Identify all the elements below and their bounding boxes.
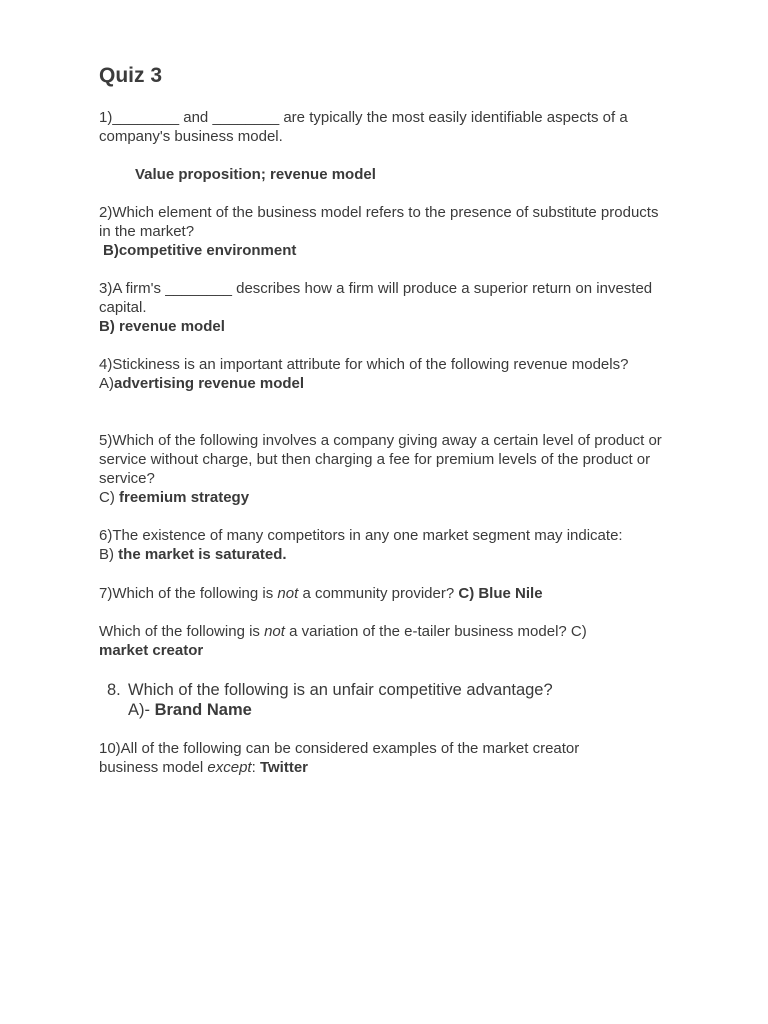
answer-6-prefix: B) (99, 546, 119, 563)
question-7-emphasis: not (277, 585, 299, 602)
question-2-text: 2)Which element of the business model refers to the presence of substitute products in the market? (99, 204, 659, 240)
question-1: 1)________ and ________ are typically the most easily identifiable aspects of a company's business model. (99, 109, 628, 145)
answer-etailer: market creator (99, 642, 204, 659)
question-etailer-emphasis: not (264, 623, 285, 640)
answer-5-prefix: C) (99, 489, 119, 506)
question-3-text: 3)A firm's ________ describes how a firm will produce a superior return on invested capital. (99, 280, 653, 316)
question-7-text-b: a community provider? (298, 585, 459, 602)
question-7-text-a: 7)Which of the following is (99, 585, 278, 602)
answer-4-prefix: A) (99, 375, 114, 392)
question-6-text: 6)The existence of many competitors in any one market segment may indicate: (99, 527, 623, 544)
answer-4: advertising revenue model (114, 375, 305, 392)
answer-7: C) Blue Nile (458, 585, 543, 602)
answer-10: Twitter (259, 759, 309, 776)
answer-6: the market is saturated. (118, 546, 287, 563)
answer-2: B)competitive environment (103, 242, 297, 259)
question-10-emphasis: except (207, 759, 252, 776)
question-7 (99, 584, 674, 603)
question-4-text: 4)Stickiness is an important attribute for which of the following revenue models? (99, 356, 629, 373)
question-etailer-text-a: Which of the following is (99, 623, 265, 640)
question-etailer (99, 622, 674, 660)
answer-3: B) revenue model (99, 318, 225, 335)
answer-8-line (107, 700, 667, 720)
question-8-text: Which of the following is an unfair competitive advantage? (128, 681, 553, 699)
question-8-number: 8. (107, 681, 121, 699)
question-10-text-a: 10)All of the following can be considered examples of the market creator business model (99, 740, 580, 776)
question-10 (99, 739, 639, 777)
page-title: Quiz 3 (99, 64, 163, 87)
question-etailer-text-b: a variation of the e-tailer business model? C) (284, 623, 587, 640)
answer-8: Brand Name (154, 701, 252, 719)
answer-8-prefix: A)- (128, 701, 155, 719)
question-8 (107, 680, 667, 720)
question-10-text-b: : (251, 759, 260, 776)
question-2 (99, 203, 674, 260)
question-4 (99, 355, 674, 393)
question-5 (99, 431, 674, 507)
question-8-line (107, 680, 667, 700)
question-6 (99, 526, 679, 564)
answer-1: Value proposition; revenue model (135, 166, 376, 183)
question-5-text: 5)Which of the following involves a company giving away a certain level of product or service without charge, but then charging a fee for premium levels of the product or service? (99, 432, 662, 487)
answer-5: freemium strategy (119, 489, 250, 506)
question-3 (99, 279, 674, 336)
